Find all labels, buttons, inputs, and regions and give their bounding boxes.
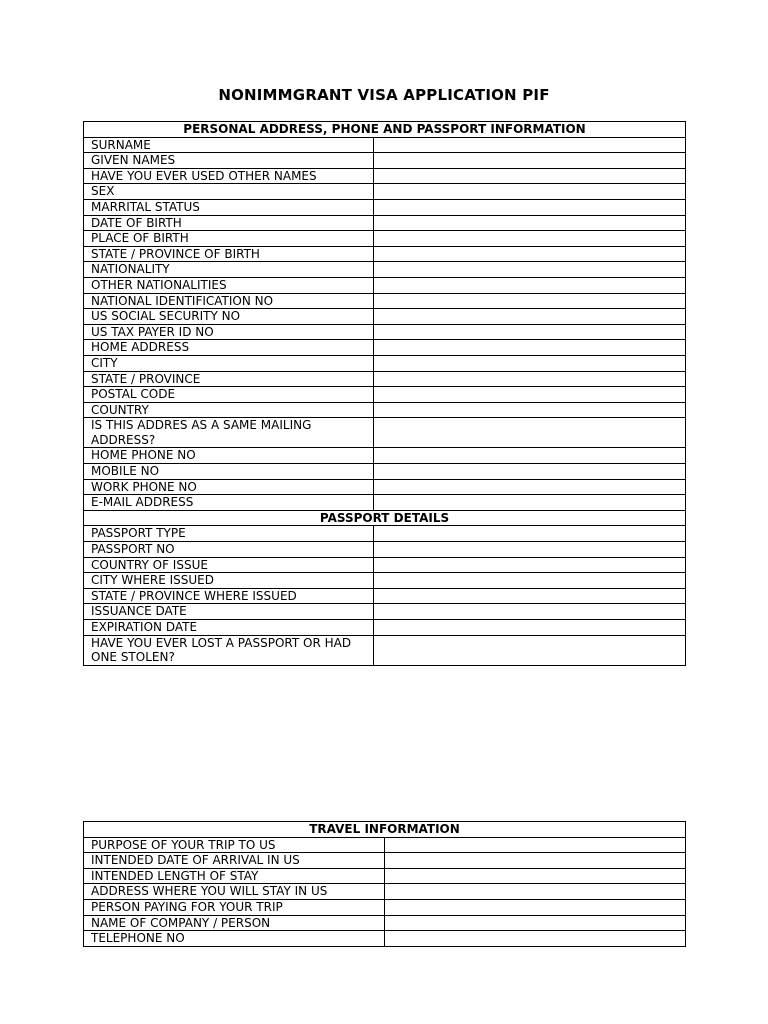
passport-details-field-label: PASSPORT TYPE	[84, 526, 374, 542]
personal-info-field-label: WORK PHONE NO	[84, 479, 374, 495]
form-row	[84, 199, 686, 215]
form-row	[84, 557, 686, 573]
passport-details-field-label: EXPIRATION DATE	[84, 620, 374, 636]
personal-info-field-label: HAVE YOU EVER USED OTHER NAMES	[84, 168, 374, 184]
form-row	[84, 526, 686, 542]
travel-info-field-label: PURPOSE OF YOUR TRIP TO US	[84, 837, 385, 853]
personal-info-field-value[interactable]	[374, 387, 686, 403]
personal-info-field-label: US TAX PAYER ID NO	[84, 324, 374, 340]
personal-info-header: PERSONAL ADDRESS, PHONE AND PASSPORT INFORMATION	[84, 122, 686, 138]
personal-info-field-value[interactable]	[374, 464, 686, 480]
travel-info-field-label: INTENDED LENGTH OF STAY	[84, 868, 385, 884]
form-row	[84, 324, 686, 340]
personal-info-field-value[interactable]	[374, 448, 686, 464]
personal-info-field-value[interactable]	[374, 495, 686, 511]
personal-info-field-value[interactable]	[374, 153, 686, 169]
passport-details-header: PASSPORT DETAILS	[84, 510, 686, 526]
passport-details-field-value[interactable]	[374, 526, 686, 542]
personal-info-field-label: DATE OF BIRTH	[84, 215, 374, 231]
form-row	[84, 853, 686, 869]
personal-info-field-label: GIVEN NAMES	[84, 153, 374, 169]
personal-info-field-value[interactable]	[374, 293, 686, 309]
form-row	[84, 277, 686, 293]
travel-information-table	[83, 821, 686, 947]
passport-details-field-label: HAVE YOU EVER LOST A PASSPORT OR HAD ONE STOLEN?	[84, 635, 374, 665]
travel-info-header: TRAVEL INFORMATION	[84, 822, 686, 838]
form-row	[84, 371, 686, 387]
passport-details-field-value[interactable]	[374, 635, 686, 665]
passport-details-field-value[interactable]	[374, 542, 686, 558]
personal-info-field-label: HOME ADDRESS	[84, 340, 374, 356]
personal-info-field-label: MOBILE NO	[84, 464, 374, 480]
personal-info-field-value[interactable]	[374, 324, 686, 340]
form-row	[84, 387, 686, 403]
personal-info-field-label: SEX	[84, 184, 374, 200]
passport-details-header-row	[84, 510, 686, 526]
form-row	[84, 231, 686, 247]
form-row	[84, 184, 686, 200]
personal-info-field-value[interactable]	[374, 246, 686, 262]
travel-info-field-value[interactable]	[385, 915, 686, 931]
form-row	[84, 931, 686, 947]
form-row	[84, 635, 686, 665]
personal-info-field-value[interactable]	[374, 402, 686, 418]
personal-info-field-value[interactable]	[374, 277, 686, 293]
travel-info-field-label: ADDRESS WHERE YOU WILL STAY IN US	[84, 884, 385, 900]
personal-info-field-label: NATIONAL IDENTIFICATION NO	[84, 293, 374, 309]
form-row	[84, 620, 686, 636]
form-row	[84, 588, 686, 604]
travel-info-field-label: TELEPHONE NO	[84, 931, 385, 947]
form-row	[84, 837, 686, 853]
personal-info-field-label: MARRITAL STATUS	[84, 199, 374, 215]
passport-details-field-value[interactable]	[374, 557, 686, 573]
form-row	[84, 215, 686, 231]
personal-info-field-label: NATIONALITY	[84, 262, 374, 278]
travel-info-field-value[interactable]	[385, 853, 686, 869]
form-row	[84, 137, 686, 153]
personal-info-field-label: US SOCIAL SECURITY NO	[84, 309, 374, 325]
travel-table-body	[84, 822, 686, 947]
personal-passport-table	[83, 121, 686, 666]
personal-info-field-value[interactable]	[374, 355, 686, 371]
travel-info-field-label: PERSON PAYING FOR YOUR TRIP	[84, 899, 385, 915]
personal-info-field-value[interactable]	[374, 184, 686, 200]
form-row	[84, 293, 686, 309]
form-row	[84, 868, 686, 884]
personal-info-field-value[interactable]	[374, 418, 686, 448]
personal-info-field-label: STATE / PROVINCE OF BIRTH	[84, 246, 374, 262]
personal-info-field-value[interactable]	[374, 371, 686, 387]
personal-info-field-value[interactable]	[374, 215, 686, 231]
personal-info-field-label: SURNAME	[84, 137, 374, 153]
travel-info-header-row	[84, 822, 686, 838]
personal-info-field-value[interactable]	[374, 231, 686, 247]
form-row	[84, 604, 686, 620]
travel-info-field-label: NAME OF COMPANY / PERSON	[84, 915, 385, 931]
passport-details-field-value[interactable]	[374, 604, 686, 620]
form-row	[84, 340, 686, 356]
passport-details-field-label: CITY WHERE ISSUED	[84, 573, 374, 589]
travel-info-field-value[interactable]	[385, 884, 686, 900]
personal-info-field-label: COUNTRY	[84, 402, 374, 418]
travel-info-field-value[interactable]	[385, 931, 686, 947]
form-row	[84, 246, 686, 262]
form-row	[84, 402, 686, 418]
form-row	[84, 418, 686, 448]
passport-details-field-value[interactable]	[374, 588, 686, 604]
form-row	[84, 355, 686, 371]
form-row	[84, 153, 686, 169]
form-row	[84, 573, 686, 589]
personal-info-field-value[interactable]	[374, 479, 686, 495]
personal-info-field-label: E-MAIL ADDRESS	[84, 495, 374, 511]
form-row	[84, 262, 686, 278]
travel-info-field-label: INTENDED DATE OF ARRIVAL IN US	[84, 853, 385, 869]
personal-info-field-value[interactable]	[374, 168, 686, 184]
form-row	[84, 448, 686, 464]
passport-details-field-label: STATE / PROVINCE WHERE ISSUED	[84, 588, 374, 604]
form-row	[84, 899, 686, 915]
personal-info-field-label: HOME PHONE NO	[84, 448, 374, 464]
form-row	[84, 309, 686, 325]
form-row	[84, 495, 686, 511]
form-row	[84, 464, 686, 480]
personal-info-field-value[interactable]	[374, 137, 686, 153]
travel-info-field-value[interactable]	[385, 868, 686, 884]
passport-details-field-value[interactable]	[374, 620, 686, 636]
travel-info-field-value[interactable]	[385, 837, 686, 853]
personal-passport-table-body	[84, 122, 686, 666]
travel-info-field-value[interactable]	[385, 899, 686, 915]
passport-details-field-label: ISSUANCE DATE	[84, 604, 374, 620]
personal-info-field-label: STATE / PROVINCE	[84, 371, 374, 387]
personal-info-field-value[interactable]	[374, 199, 686, 215]
personal-info-field-label: OTHER NATIONALITIES	[84, 277, 374, 293]
personal-info-header-row	[84, 122, 686, 138]
personal-info-field-value[interactable]	[374, 262, 686, 278]
personal-info-field-value[interactable]	[374, 309, 686, 325]
document-title: NONIMMGRANT VISA APPLICATION PIF	[218, 86, 550, 104]
personal-info-field-label: POSTAL CODE	[84, 387, 374, 403]
personal-info-field-label: CITY	[84, 355, 374, 371]
form-row	[84, 884, 686, 900]
passport-details-field-label: PASSPORT NO	[84, 542, 374, 558]
form-row	[84, 479, 686, 495]
form-row	[84, 915, 686, 931]
form-row	[84, 542, 686, 558]
passport-details-field-label: COUNTRY OF ISSUE	[84, 557, 374, 573]
passport-details-field-value[interactable]	[374, 573, 686, 589]
form-row	[84, 168, 686, 184]
personal-info-field-value[interactable]	[374, 340, 686, 356]
personal-info-field-label: PLACE OF BIRTH	[84, 231, 374, 247]
personal-info-field-label: IS THIS ADDRES AS A SAME MAILING ADDRESS?	[84, 418, 374, 448]
